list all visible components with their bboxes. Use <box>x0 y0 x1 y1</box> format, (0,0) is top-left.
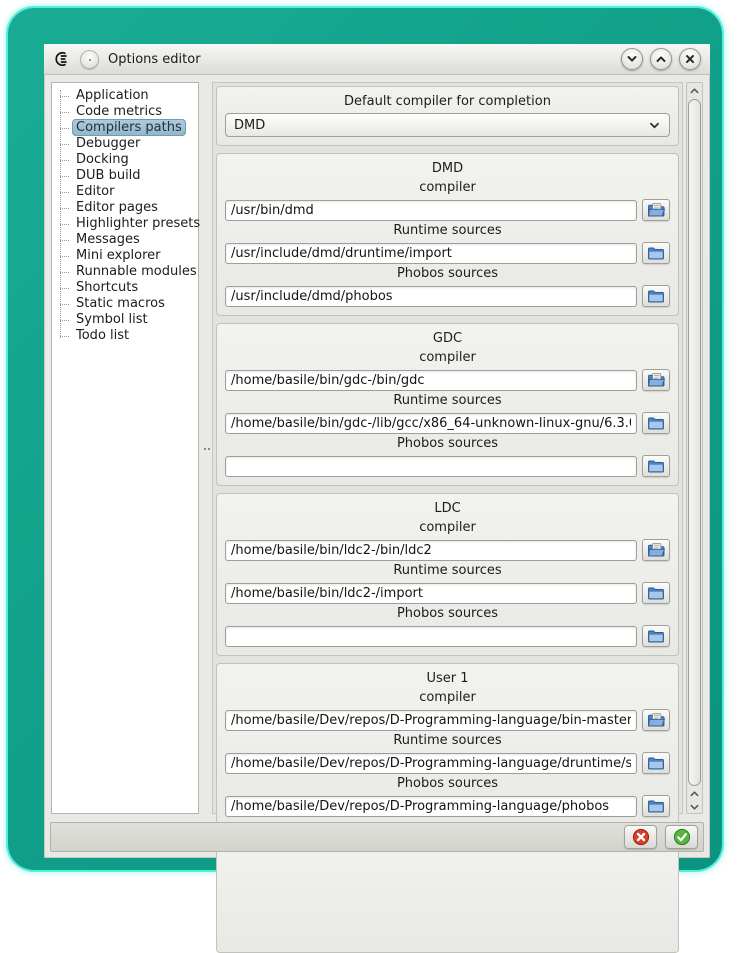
user1-phobos-input[interactable] <box>225 796 637 817</box>
field-row <box>225 412 670 434</box>
folder-icon <box>648 800 664 813</box>
ldc-phobos-input[interactable] <box>225 626 637 647</box>
field-label: Runtime sources <box>393 393 502 408</box>
vertical-scrollbar[interactable] <box>686 82 703 814</box>
group-title: LDC <box>434 501 461 516</box>
group-user1 <box>216 663 679 826</box>
field-row <box>225 199 670 221</box>
browse-folder-button[interactable] <box>642 625 670 647</box>
group-gdc <box>216 323 679 486</box>
field-row <box>225 625 670 647</box>
titlebar-buttons <box>621 48 701 70</box>
open-file-icon <box>648 203 665 217</box>
group-title: User 1 <box>426 671 469 686</box>
sidebar-item-static-macros[interactable]: Static macros <box>57 296 196 312</box>
field-row <box>225 242 670 264</box>
dropdown-value: DMD <box>234 117 266 133</box>
sidebar-item-shortcuts[interactable]: Shortcuts <box>57 280 196 296</box>
panel-splitter[interactable] <box>199 82 212 814</box>
group-title: Default compiler for completion <box>344 94 551 109</box>
scroll-up-button[interactable] <box>687 83 702 98</box>
scroll-down-button[interactable] <box>687 800 702 813</box>
chevron-down-icon <box>626 53 638 65</box>
folder-icon <box>648 460 664 473</box>
field-label: compiler <box>419 350 476 365</box>
field-row <box>225 285 670 307</box>
chevron-up-icon <box>690 87 699 95</box>
folder-icon <box>648 630 664 643</box>
group-title: GDC <box>432 331 463 346</box>
ldc-runtime-input[interactable] <box>225 583 637 604</box>
options-editor-window <box>44 44 710 858</box>
window-frame <box>8 8 722 870</box>
scrollbar-thumb[interactable] <box>688 99 701 786</box>
browse-folder-button[interactable] <box>642 582 670 604</box>
group-title: DMD <box>431 161 464 176</box>
content-area <box>44 76 710 816</box>
field-row <box>225 795 670 817</box>
field-label: Phobos sources <box>396 776 499 791</box>
folder-icon <box>648 290 664 303</box>
shade-button[interactable] <box>621 48 643 70</box>
browse-file-button[interactable] <box>642 369 670 391</box>
field-row <box>225 582 670 604</box>
chevron-up-icon <box>655 53 667 65</box>
coedit-logo-icon <box>53 50 71 68</box>
unshade-button[interactable] <box>650 48 672 70</box>
dmd-runtime-input[interactable] <box>225 243 637 264</box>
cancel-button[interactable] <box>624 825 657 849</box>
sidebar-item-dub-build[interactable]: DUB build <box>57 168 196 184</box>
folder-icon <box>648 757 664 770</box>
field-row <box>225 709 670 731</box>
sidebar-item-debugger[interactable]: Debugger <box>57 136 196 152</box>
sidebar-item-compilers-paths[interactable]: Compilers paths <box>57 120 196 136</box>
accept-icon <box>673 828 691 846</box>
user1-compiler-input[interactable] <box>225 710 637 731</box>
field-label: Phobos sources <box>396 606 499 621</box>
browse-folder-button[interactable] <box>642 285 670 307</box>
browse-folder-button[interactable] <box>642 795 670 817</box>
field-label: compiler <box>419 180 476 195</box>
browse-folder-button[interactable] <box>642 455 670 477</box>
ldc-compiler-input[interactable] <box>225 540 637 561</box>
gdc-compiler-input[interactable] <box>225 370 637 391</box>
group-dmd <box>216 153 679 316</box>
sidebar-item-docking[interactable]: Docking <box>57 152 196 168</box>
gdc-phobos-input[interactable] <box>225 456 637 477</box>
window-title: Options editor <box>108 51 201 67</box>
field-label: Runtime sources <box>393 563 502 578</box>
browse-file-button[interactable] <box>642 199 670 221</box>
field-label: Phobos sources <box>396 436 499 451</box>
browse-folder-button[interactable] <box>642 752 670 774</box>
sidebar-item-application[interactable]: Application <box>57 88 196 104</box>
field-label: Runtime sources <box>393 223 502 238</box>
browse-file-button[interactable] <box>642 709 670 731</box>
statusbar <box>50 822 704 852</box>
window-menu-button[interactable] <box>80 50 99 69</box>
browse-folder-button[interactable] <box>642 412 670 434</box>
folder-icon <box>648 247 664 260</box>
sidebar-item-runnable-modules[interactable]: Runnable modules <box>57 264 196 280</box>
scroll-up-button-2[interactable] <box>687 787 702 800</box>
category-tree <box>57 88 201 344</box>
field-label: compiler <box>419 520 476 535</box>
sidebar-item-todo-list[interactable]: Todo list <box>57 328 196 344</box>
chevron-down-icon <box>649 120 660 131</box>
group-default-compiler <box>216 86 679 146</box>
scrollbar-bottom-buttons <box>687 787 702 813</box>
open-file-icon <box>648 543 665 557</box>
sidebar-item-code-metrics[interactable]: Code metrics <box>57 104 196 120</box>
accept-button[interactable] <box>665 825 698 849</box>
field-row <box>225 455 670 477</box>
close-icon <box>684 53 696 65</box>
sidebar-item-editor-pages[interactable]: Editor pages <box>57 200 196 216</box>
field-row <box>225 752 670 774</box>
open-file-icon <box>648 713 665 727</box>
cancel-icon <box>632 828 650 846</box>
browse-file-button[interactable] <box>642 539 670 561</box>
field-label: compiler <box>419 690 476 705</box>
sidebar-item-messages[interactable]: Messages <box>57 232 196 248</box>
dmd-compiler-input[interactable] <box>225 200 637 221</box>
titlebar[interactable] <box>44 44 710 75</box>
sidebar-item-editor[interactable]: Editor <box>57 184 196 200</box>
close-button[interactable] <box>679 48 701 70</box>
compilers-paths-panel <box>212 82 683 814</box>
sidebar-item-highlighter-presets[interactable]: Highlighter presets <box>57 216 196 232</box>
user1-runtime-input[interactable] <box>225 753 637 774</box>
field-row <box>225 539 670 561</box>
field-label: Runtime sources <box>393 733 502 748</box>
group-ldc <box>216 493 679 656</box>
folder-icon <box>648 417 664 430</box>
browse-folder-button[interactable] <box>642 242 670 264</box>
default-compiler-dropdown[interactable] <box>225 113 670 137</box>
categories-panel <box>51 82 199 814</box>
open-file-icon <box>648 373 665 387</box>
gdc-runtime-input[interactable] <box>225 413 637 434</box>
field-label: Phobos sources <box>396 266 499 281</box>
dmd-phobos-input[interactable] <box>225 286 637 307</box>
splitter-grip-icon <box>204 448 206 450</box>
field-row <box>225 369 670 391</box>
sidebar-item-mini-explorer[interactable]: Mini explorer <box>57 248 196 264</box>
chevron-down-icon <box>690 803 699 811</box>
sidebar-item-symbol-list[interactable]: Symbol list <box>57 312 196 328</box>
folder-icon <box>648 587 664 600</box>
chevron-up-icon <box>690 790 699 798</box>
